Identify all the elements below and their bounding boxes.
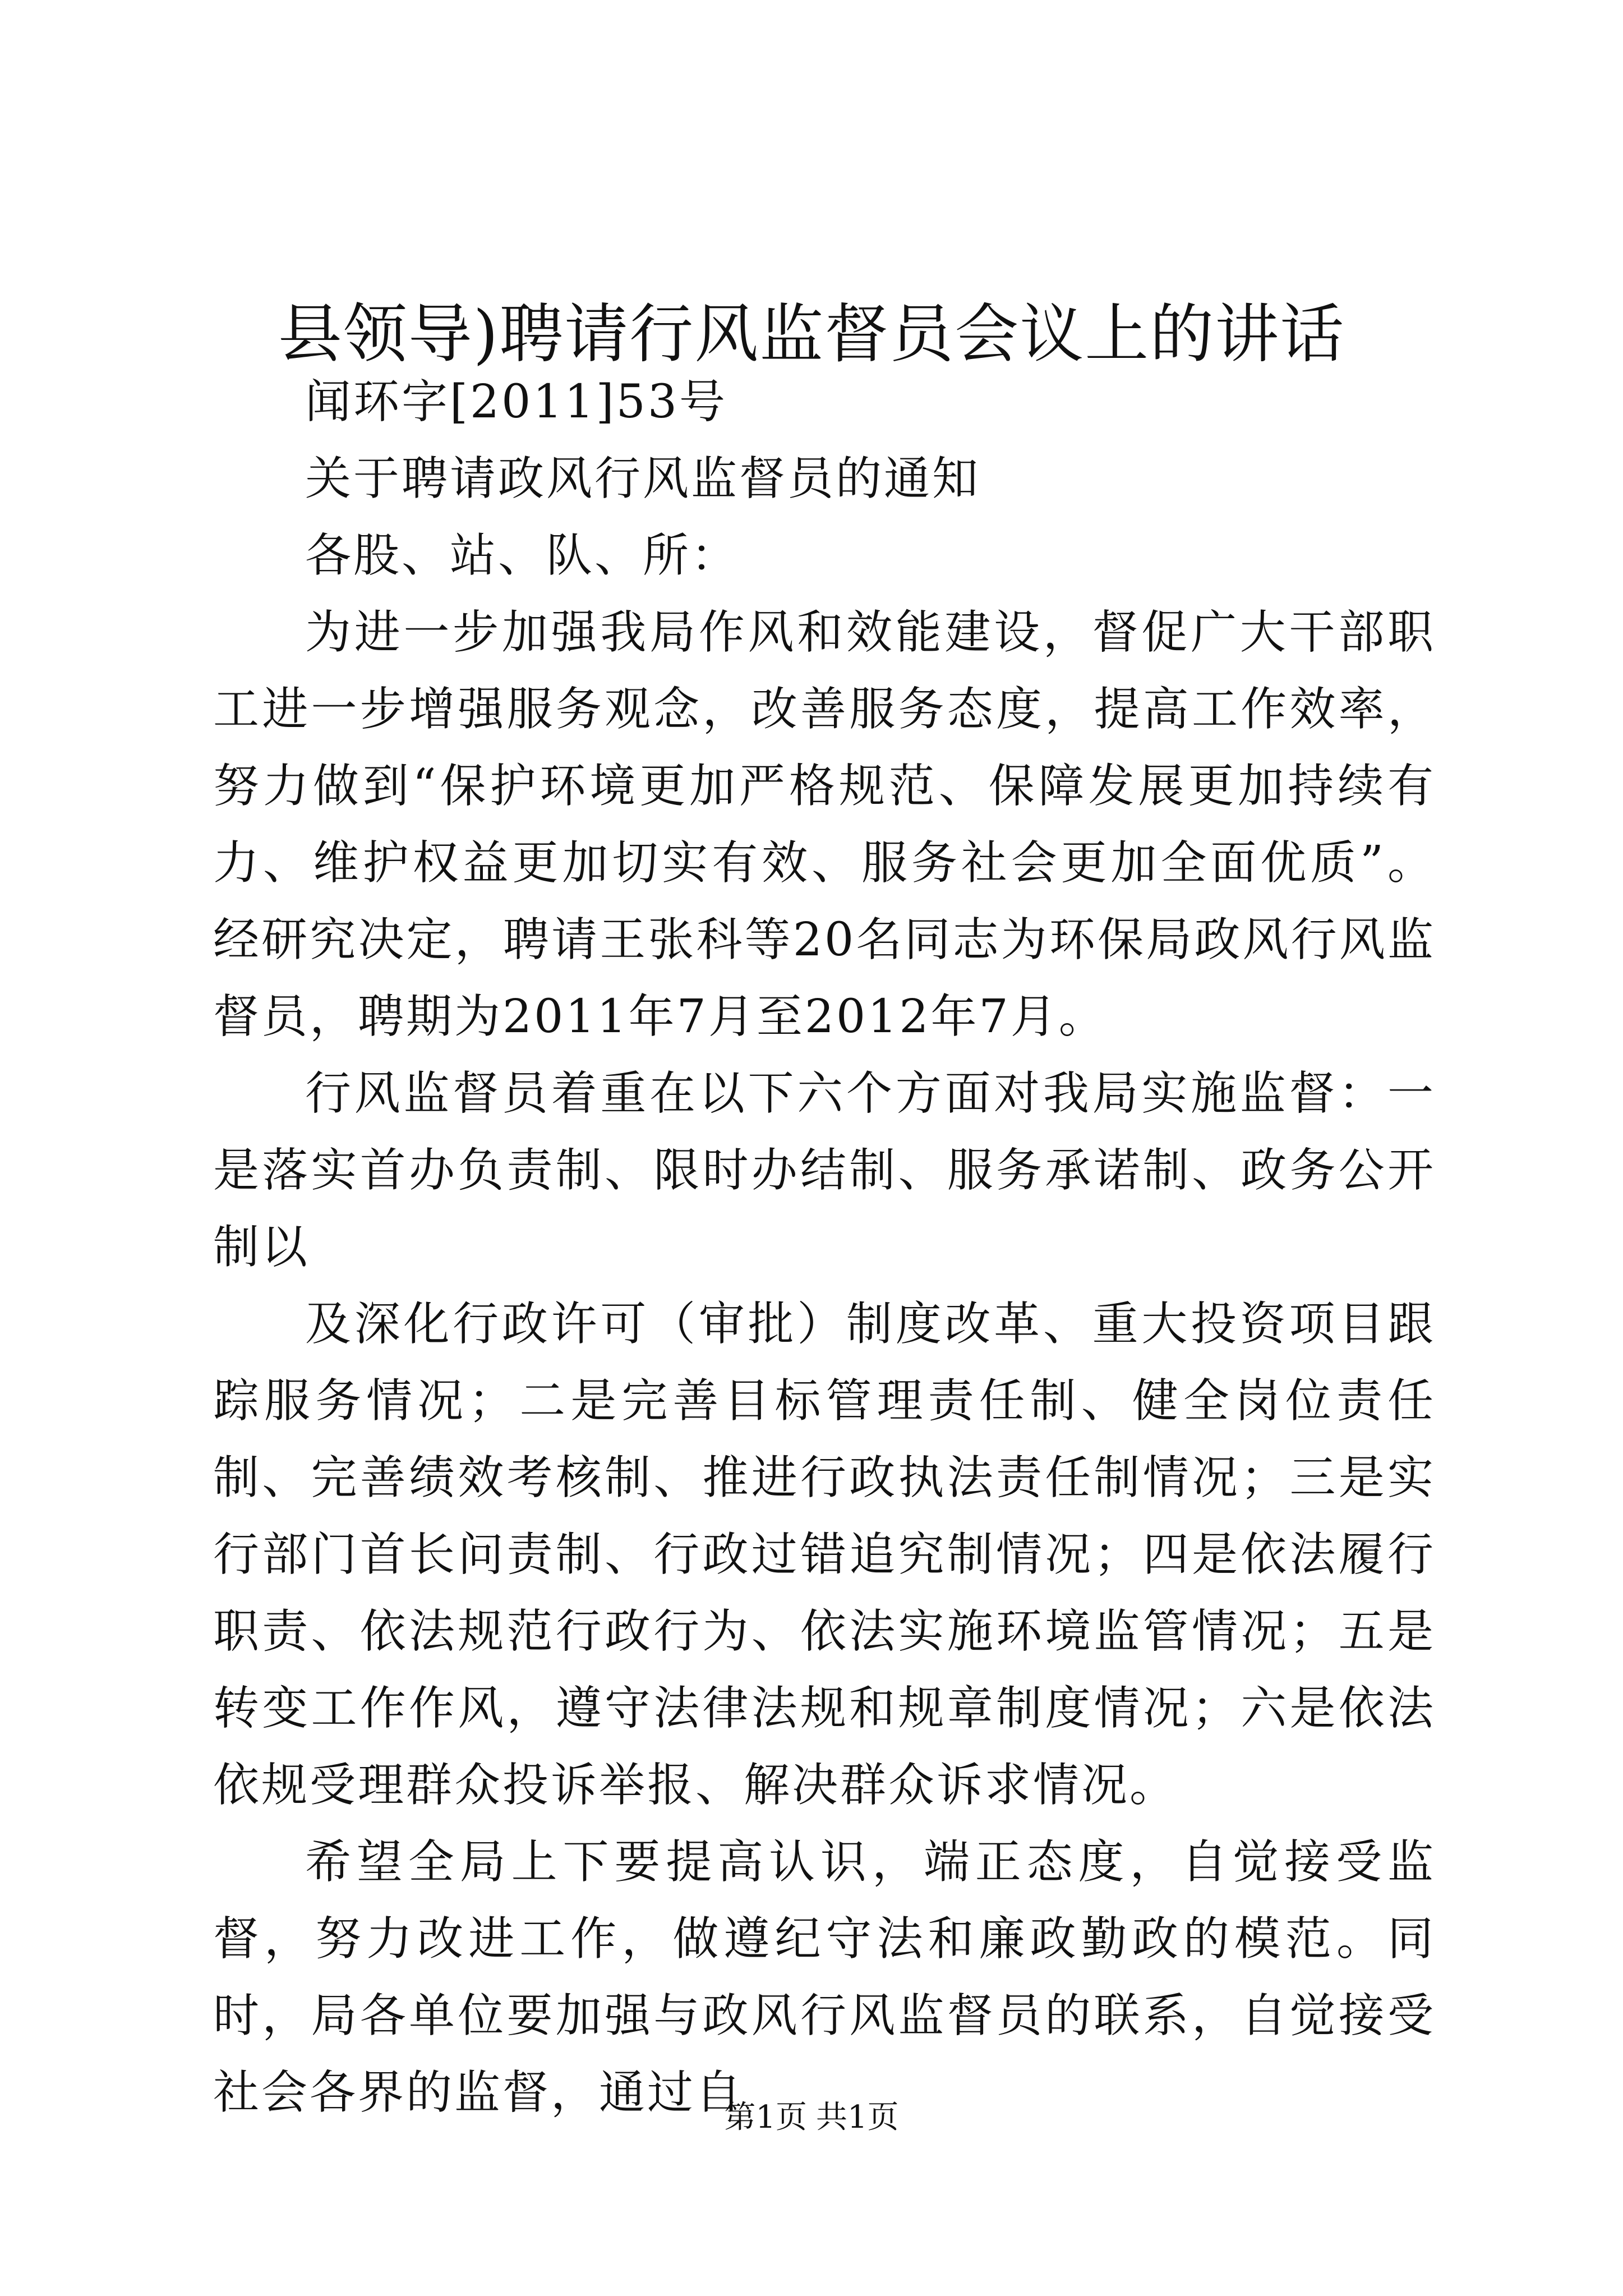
page-footer bbox=[0, 2095, 1623, 2140]
notice-title: 关于聘请政风行风监督员的通知 bbox=[305, 452, 981, 505]
page-total: 共1页 bbox=[816, 2099, 899, 2136]
notice-recipients: 各股、站、队、所： bbox=[305, 529, 740, 582]
document-title: 县领导)聘请行风监督员会议上的讲话 bbox=[278, 297, 1345, 371]
body-paragraph-2: 行风监督员着重在以下六个方面对我局实施监督：一是落实首办负责制、限时办结制、服务承诺制、政务公开制以 bbox=[213, 1067, 1436, 1274]
page-number: 第1页 bbox=[724, 2099, 807, 2136]
document-body bbox=[213, 364, 1436, 2131]
body-paragraph-4: 希望全局上下要提高认识，端正态度，自觉接受监督，努力改进工作，做遵纪守法和廉政勤政的模范。同时，局各单位要加强与政风行风监督员的联系，自觉接受社会各界的监督，通过自 bbox=[213, 1835, 1436, 2119]
body-paragraph-1: 为进一步加强我局作风和效能建设，督促广大干部职工进一步增强服务观念，改善服务态度，提高工作效率，努力做到“保护环境更加严格规范、保障发展更加持续有力、维护权益更加切实有效、服务社会更加全面优质”。经研究决定，聘请王张科等20名同志为环保局政风行风监督员，聘期为2011年7月至2012年7月。 bbox=[213, 606, 1436, 1043]
document-number: 闻环字[2011]53号 bbox=[305, 375, 728, 429]
body-paragraph-3: 及深化行政许可（审批）制度改革、重大投资项目跟踪服务情况；二是完善目标管理责任制、健全岗位责任制、完善绩效考核制、推进行政执法责任制情况；三是实行部门首长问责制、行政过错追究制情况；四是依法履行职责、依法规范行政行为、依法实施环境监管情况；五是转变工作作风，遵守法律法规和规章制度情况；六是依法依规受理群众投诉举报、解决群众诉求情况。 bbox=[213, 1297, 1436, 1812]
